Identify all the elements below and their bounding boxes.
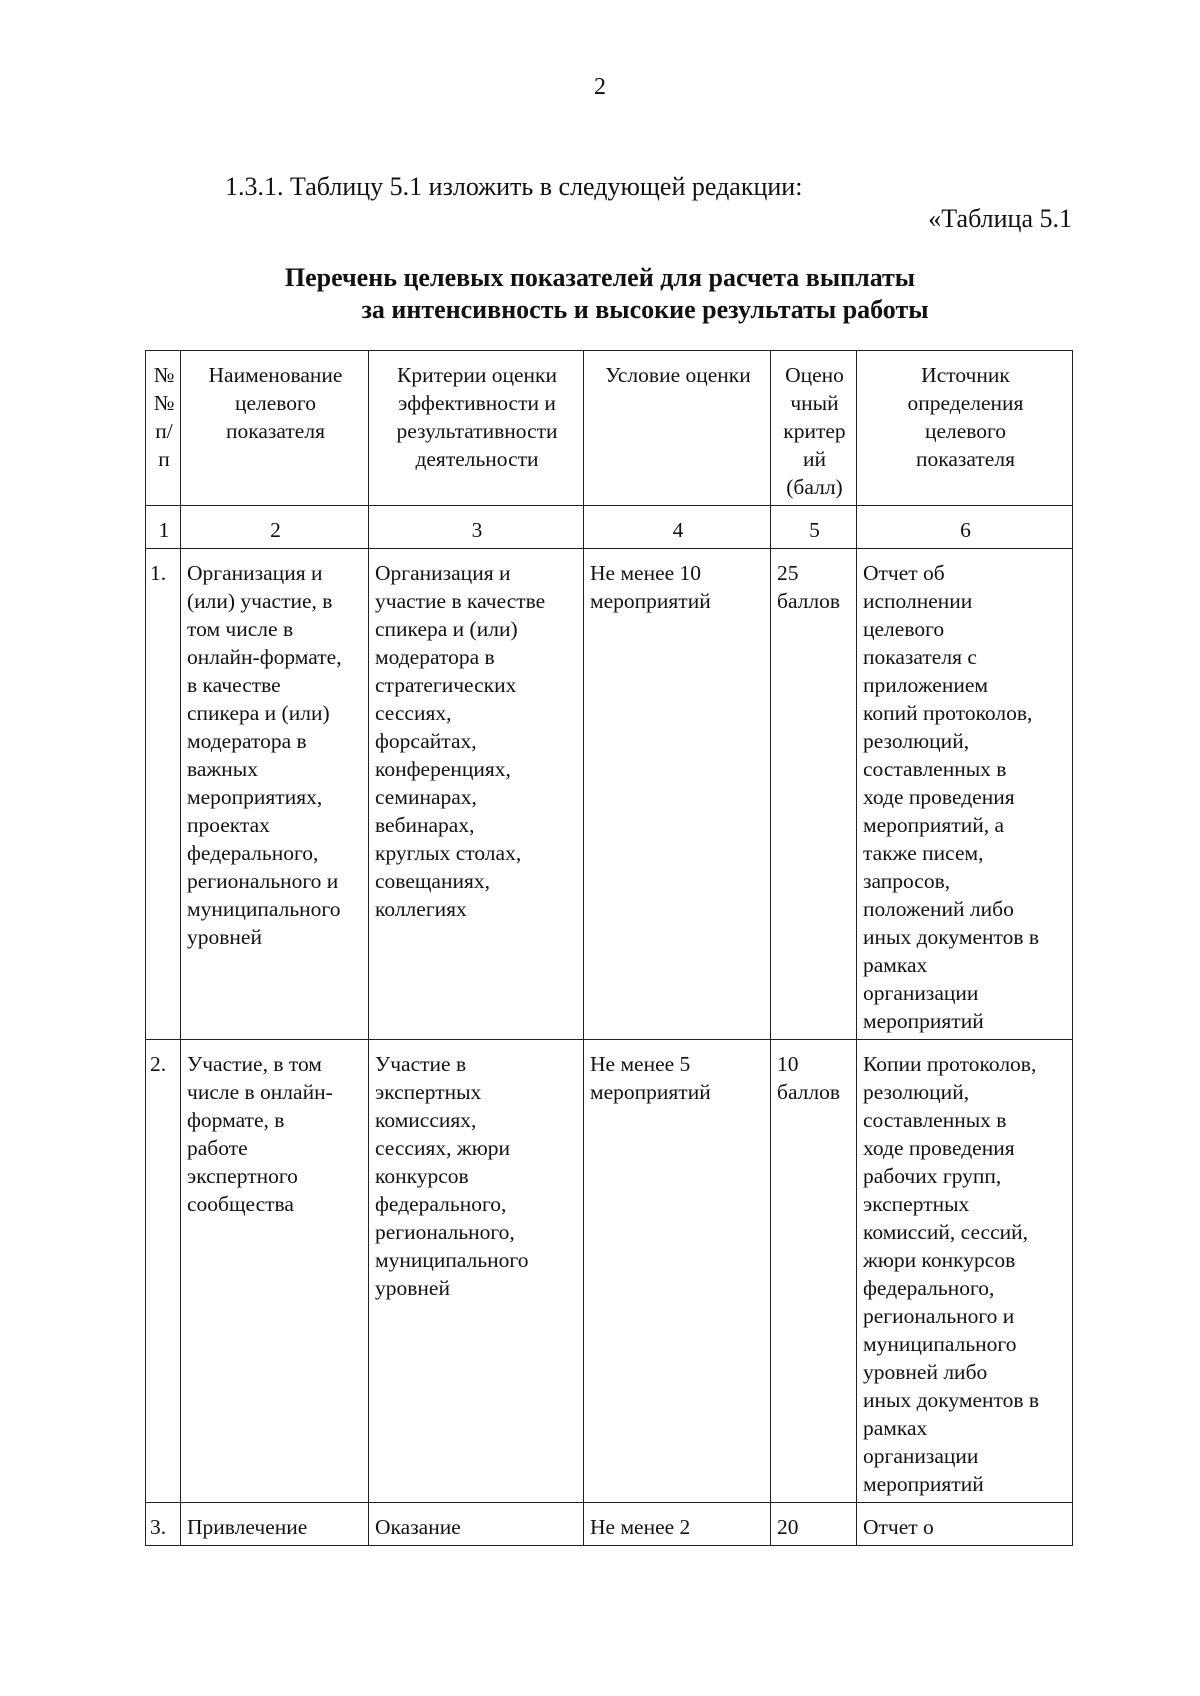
header-source: Источник определения целевого показателя [857, 351, 1073, 506]
header-row [146, 351, 1073, 506]
criteria: Организация и участие в качестве спикера и (или) модератора в стратегических сессиях, форсайтах, конференциях, семинарах, вебинарах, круглых столах, совещаниях, коллегиях [369, 549, 584, 1040]
criteria: Участие в экспертных комиссиях, сессиях, жюри конкурсов федерального, регионального, муниципального уровней [369, 1040, 584, 1503]
indicator-name: Участие, в том числе в онлайн- формате, в работе экспертного сообщества [181, 1040, 369, 1503]
row-number: 2. [146, 1040, 181, 1503]
table-row [146, 1040, 1073, 1503]
column-number: 5 [771, 506, 857, 549]
column-number: 2 [181, 506, 369, 549]
score: 20 [771, 1503, 857, 1546]
condition: Не менее 10 мероприятий [584, 549, 771, 1040]
column-number: 6 [857, 506, 1073, 549]
header-num: № № п/ п [146, 351, 181, 506]
source: Копии протоколов, резолюций, составленных в ходе проведения рабочих групп, экспертных комиссий, сессий, жюри конкурсов федерального, регионального и муниципального уровней либо иных документов в рамках организации мероприятий [857, 1040, 1073, 1503]
condition: Не менее 2 [584, 1503, 771, 1546]
intro-text: 1.3.1. Таблицу 5.1 изложить в следующей редакции: [225, 172, 803, 201]
column-number-row [146, 506, 1073, 549]
row-number: 1. [146, 549, 181, 1040]
condition: Не менее 5 мероприятий [584, 1040, 771, 1503]
table-title-line-2: за интенсивность и высокие результаты работы [361, 295, 929, 324]
column-number: 4 [584, 506, 771, 549]
table-title [150, 262, 1050, 326]
header-name: Наименование целевого показателя [181, 351, 369, 506]
table-reference: «Таблица 5.1 [928, 204, 1072, 233]
source: Отчет об исполнении целевого показателя с приложением копий протоколов, резолюций, составленных в ходе проведения мероприятий, а также писем, запросов, положений либо иных документов в рамках организации мероприятий [857, 549, 1073, 1040]
table-row [146, 549, 1073, 1040]
header-criteria: Критерии оценки эффективности и результативности деятельности [369, 351, 584, 506]
indicator-name: Привлечение [181, 1503, 369, 1546]
source: Отчет о [857, 1503, 1073, 1546]
header-score: Оцено чный критер ий (балл) [771, 351, 857, 506]
column-number: 1 [146, 506, 181, 549]
header-condition: Условие оценки [584, 351, 771, 506]
page-number: 2 [594, 74, 606, 100]
indicator-name: Организация и (или) участие, в том числе в онлайн-формате, в качестве спикера и (или) модератора в важных мероприятиях, проектах федерального, регионального и муниципального уровней [181, 549, 369, 1040]
row-number: 3. [146, 1503, 181, 1546]
score: 10 баллов [771, 1040, 857, 1503]
table-title-line-1: Перечень целевых показателей для расчета выплаты [284, 263, 916, 292]
table-row [146, 1503, 1073, 1546]
column-number: 3 [369, 506, 584, 549]
score: 25 баллов [771, 549, 857, 1040]
indicators-table [145, 350, 1073, 1546]
criteria: Оказание [369, 1503, 584, 1546]
